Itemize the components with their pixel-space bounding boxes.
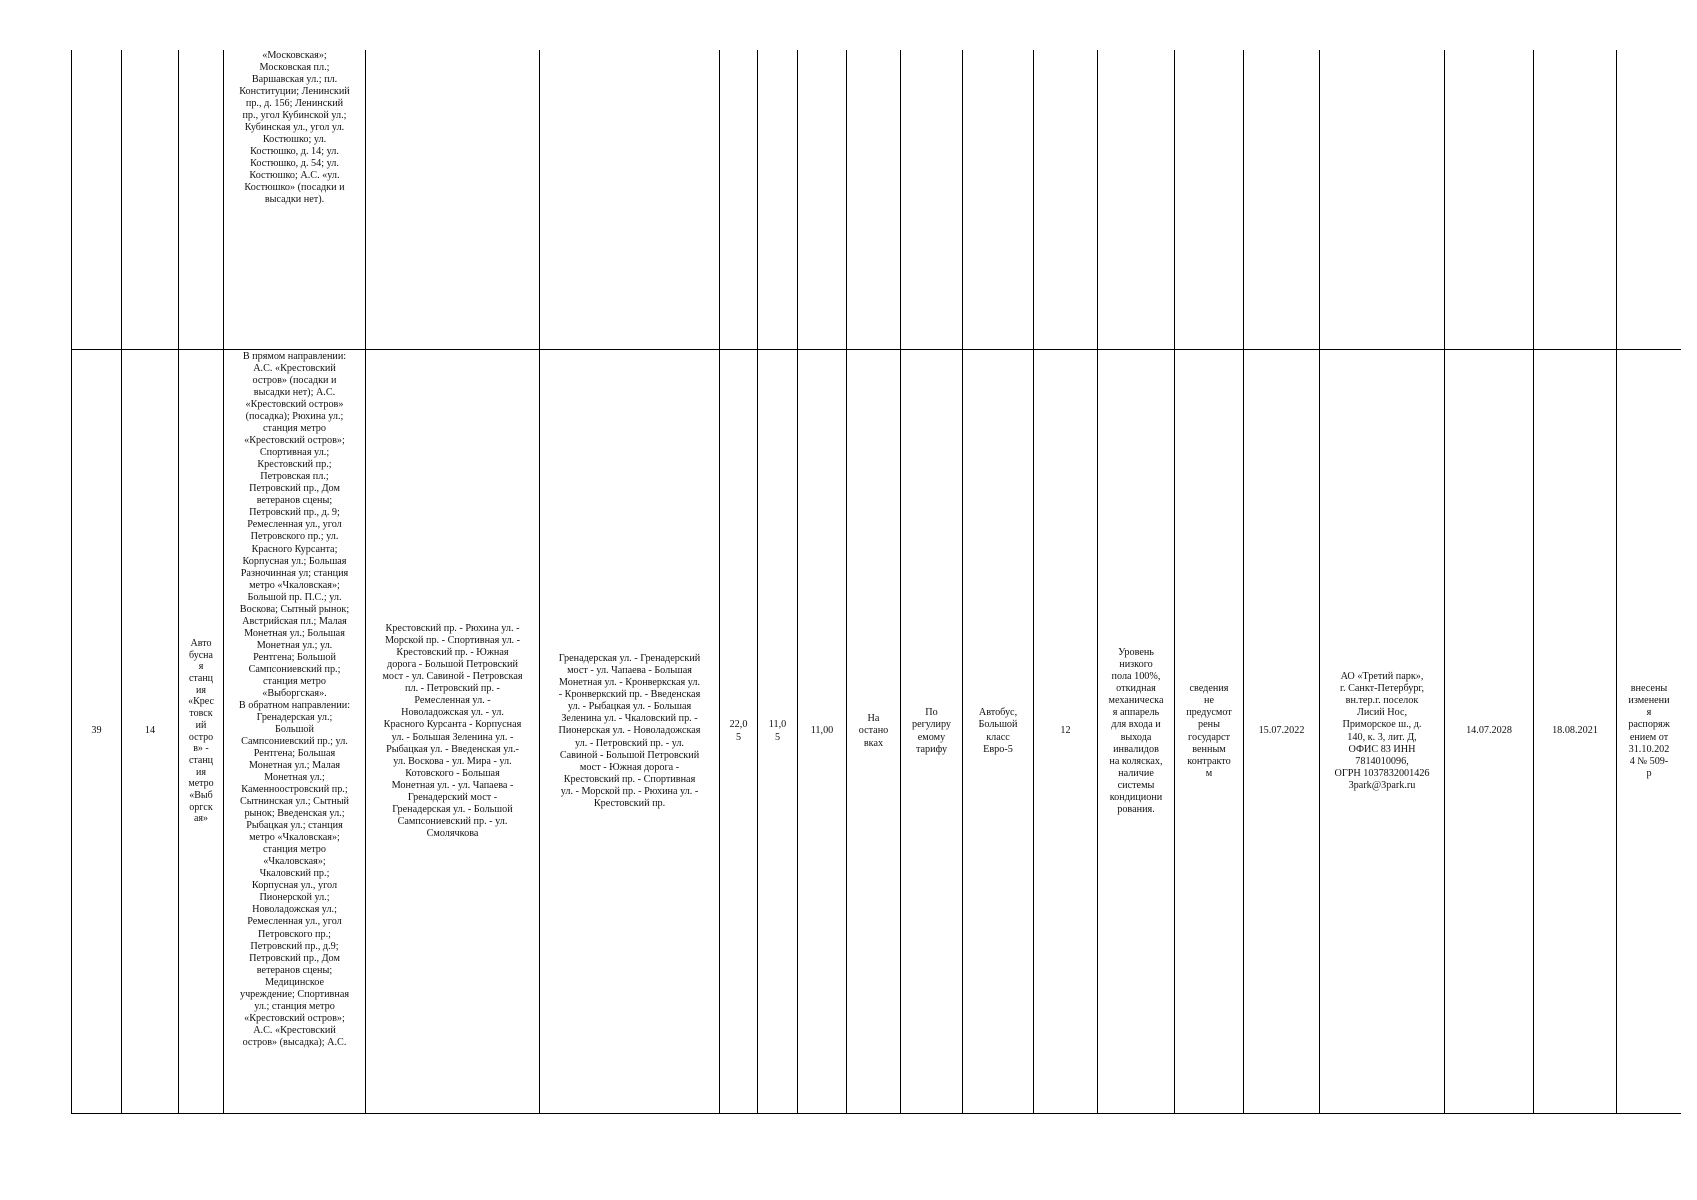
stop-order-cell: На остано вках bbox=[858, 713, 889, 749]
table-bottom-line bbox=[71, 1113, 1681, 1114]
streets-backward-cell: Гренадерская ул. - Гренадерский мост - ул. Чапаева - Большая Монетная ул. - Кронверкская ул. - Кронверкский пр. - Введенская ул. - Рыбацкая ул. - Большая Зеленина ул. - Чкаловский пр. - Пионерская ул. - Новоладожская ул. - Петровский пр. - ул. Савиной - Большой Петровский мост - Южная дорога - Крестовский пр. - Спортивная ул. - Морской пр. - Рюхина ул. - Крестовский пр. bbox=[558, 653, 701, 809]
length-total-cell: 11,00 bbox=[810, 725, 834, 737]
route-number-cell: 14 bbox=[144, 725, 156, 737]
characteristics-cell: Уровень низкого пола 100%, откидная механическа я аппарель для входа и выхода инвалидов на колясках, наличие системы кондициони рования. bbox=[1108, 647, 1164, 815]
route-name-cell: Авто бусна я станц ия «Крес товск ий остро в» - станц ия метро «Выб оргск ая» bbox=[188, 638, 214, 825]
registration-date-cell: 18.08.2021 bbox=[1552, 725, 1598, 737]
prev-row-stops-cell: «Московская»; Московская пл.; Варшавская ул.; пл. Конституции; Ленинский пр., д. 156; Ленинский пр., угол Кубинской ул.; Кубинская ул., угол ул. Костюшко; ул. Костюшко, д. 14; ул. Костюшко, д. 54; ул. Костюшко; А.С. «ул. Костюшко» (посадки и высадки нет). bbox=[239, 50, 350, 206]
row-number-cell: 39 bbox=[91, 725, 102, 737]
tariff-cell: По регулиру емому тарифу bbox=[911, 707, 952, 755]
length-forward-cell: 22,0 5 bbox=[729, 719, 748, 743]
stops-cell: В прямом направлении: А.С. «Крестовский остров» (посадки и высадки нет); А.С. «Крестовский остров» (посадка); Рюхина ул.; станция метро «Крестовский остров»; Спортивная ул.; Крестовский пр.; Петровская пл.; Петровский пр., Дом ветеранов сцены; Петровский пр., д. 9; Ремесленная ул., угол Петровского пр.; ул. Красного Курсанта; Корпусная ул.; Большая Разночинная ул; станция метро «Чкаловская»; Большой пр. П.С.; ул. Воскова; Сытный рынок; Австрийская пл.; Малая Монетная ул.; Большая Монетная ул.; ул. Рентгена; Большой Сампсониевский пр.; станция метро «Выборгская». В обратном направлении: Гренадерская ул.; Большой Сампсониевский пр.; ул. Рентгена; Большая Монетная ул.; Малая Монетная ул.; Каменноостровский пр.; Сытнинская ул.; Сытный рынок; Введенская ул.; Рыбацкая ул.; станция метро «Чкаловская»; станция метро «Чкаловская»; Чкаловский пр.; Корпусная ул., угол Пионерской ул.; Новоладожская ул.; Ремесленная ул., угол Петровского пр.; Петровский пр., д.9; Петровский пр., Дом ветеранов сцены; Медицинское учреждение; Спортивная ул.; станция метро «Крестовский остров»; А.С. «Крестовский остров» (высадка); А.С. bbox=[238, 351, 351, 1048]
contract-cell: сведения не предусмот рены государст венным контракто м bbox=[1186, 683, 1232, 779]
length-backward-cell: 11,0 5 bbox=[768, 719, 787, 743]
start-date-cell: 15.07.2022 bbox=[1258, 725, 1305, 737]
vehicle-count-cell: 12 bbox=[1060, 725, 1071, 737]
changes-cell: внесены изменени я распоряж ением от 31.10.202 4 № 509- р bbox=[1628, 683, 1670, 779]
end-date-cell: 14.07.2028 bbox=[1466, 725, 1512, 737]
vehicle-cell: Автобус, Большой класс Евро-5 bbox=[978, 707, 1018, 755]
streets-forward-cell: Крестовский пр. - Рюхина ул. - Морской пр. - Спортивная ул. - Крестовский пр. - Южная дорога - Большой Петровский мост - ул. Савиной - Петровская пл. - Петровский пр. - Ремесленная ул. - Новоладожская ул. - ул. Красного Курсанта - Корпусная ул. - Большая Зеленина ул. - Рыбацкая ул. - Введенская ул.- ул. Воскова - ул. Мира - ул. Котовского - Большая Монетная ул. - ул. Чапаева - Гренадерский мост - Гренадерская ул. - Большой Сампсониевский пр. - ул. Смолячкова bbox=[382, 623, 523, 839]
carrier-cell: АО «Третий парк», г. Санкт-Петербург, вн.тер.г. поселок Лисий Нос, Приморское ш., д. 140, к. 3, лит. Д, ОФИС 83 ИНН 7814010096, ОГРН 1037832001426 3park@3park.ru bbox=[1334, 671, 1430, 791]
